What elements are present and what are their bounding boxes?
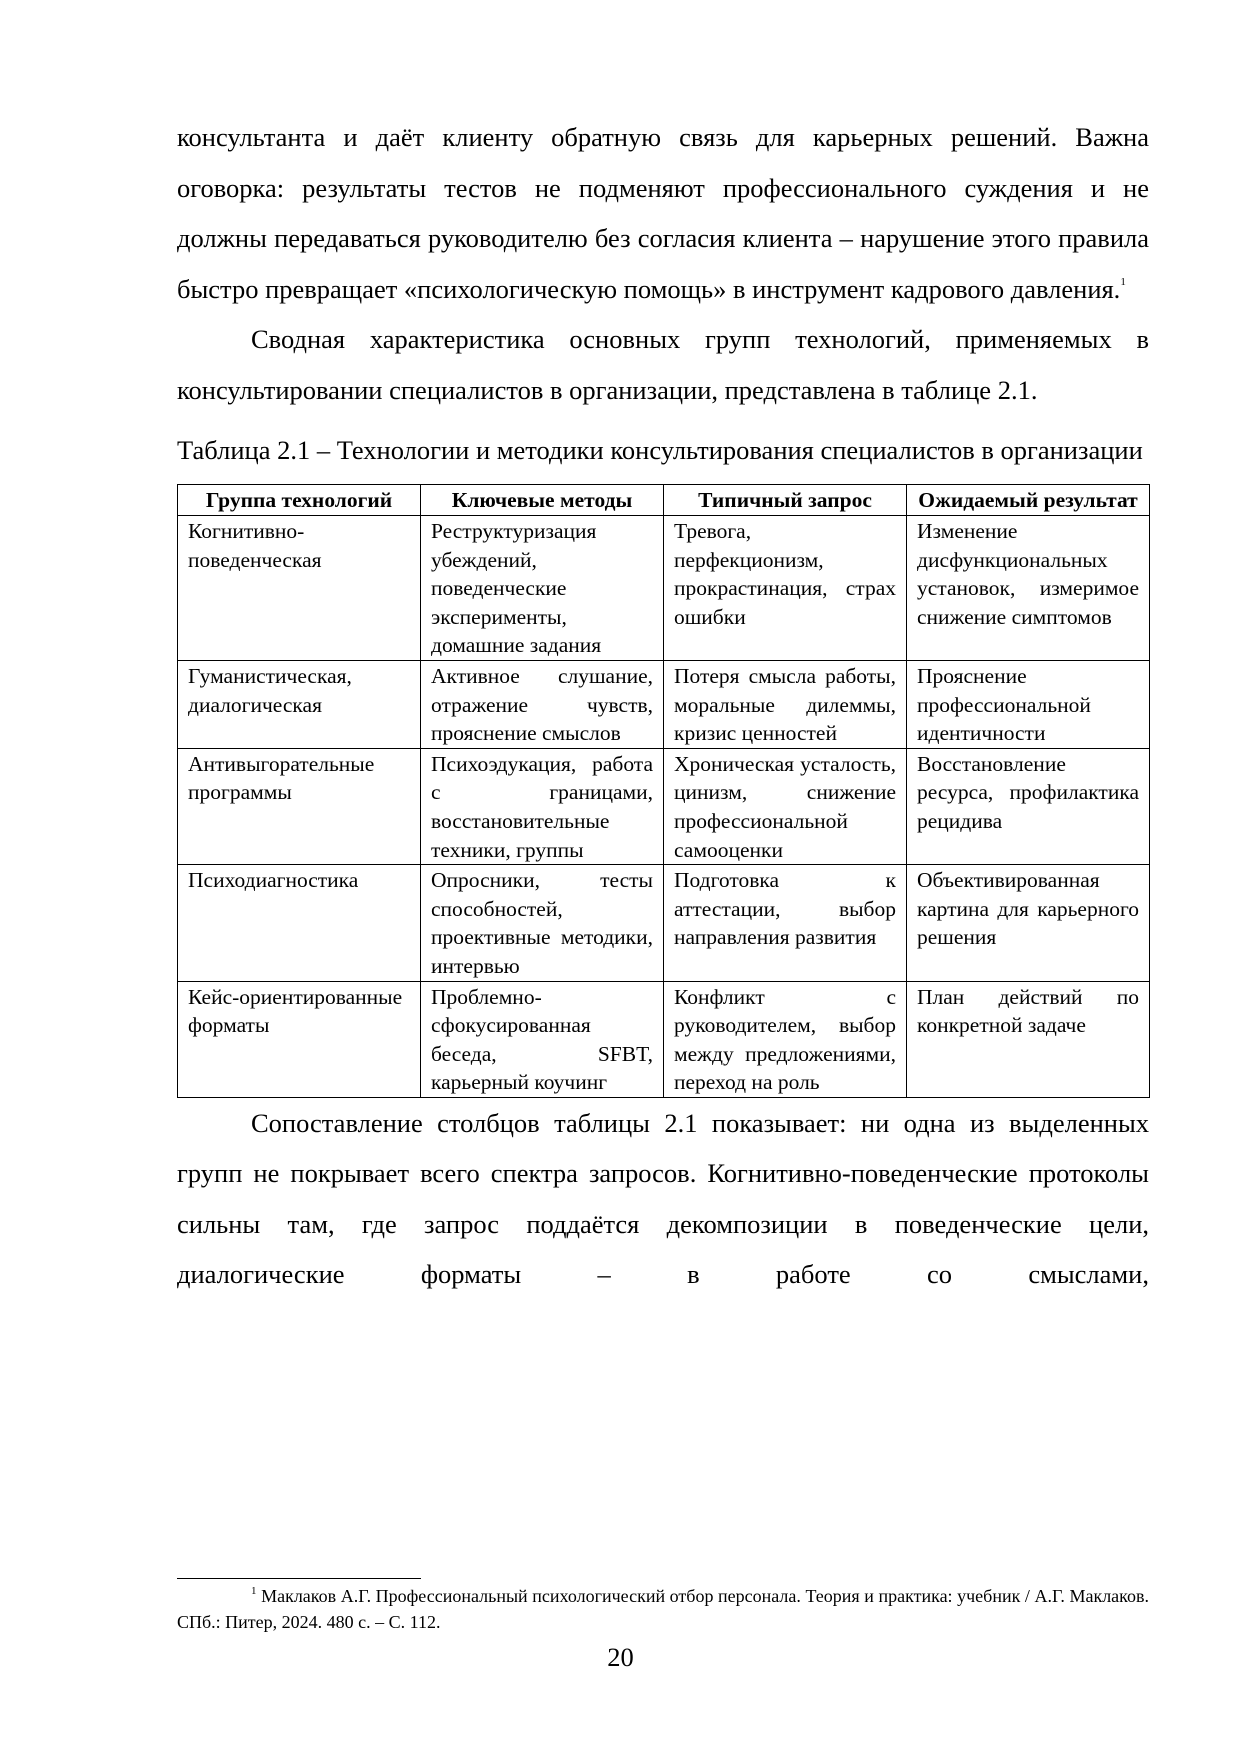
paragraph-table-analysis: Сопоставление столбцов таблицы 2.1 показывает: ни одна из выделенных групп не покрывает всего спектра запросов. Когнитивно-поведенческие протоколы сильны там, где запрос поддаётся декомпозиции в поведенческие цели, диалогические форматы – в работе со смыслами, — [177, 1107, 1149, 1290]
table-cell: Объективированная картина для карьерного решения — [907, 865, 1150, 981]
table-row — [178, 516, 1150, 661]
table-cell: Изменение дисфункциональных установок, измеримое снижение симптомов — [907, 516, 1150, 661]
table-cell: Прояснение профессиональной идентичности — [907, 661, 1150, 749]
column-header: Типичный запрос — [664, 484, 907, 516]
table-row — [178, 661, 1150, 749]
table-cell: Когнитивно-поведенческая — [178, 516, 421, 661]
table-cell: Психодиагностика — [178, 865, 421, 981]
footnote-text: Маклаков А.Г. Профессиональный психологический отбор персонала. Теория и практика: учебник / А.Г. Маклаков. СПб.: Питер, 2024. 480 с. – С. 112. — [177, 1586, 1149, 1632]
footnote-number: 1 — [251, 1585, 257, 1597]
paragraph-table-intro: Сводная характеристика основных групп технологий, применяемых в консультировании специалистов в организации, представлена в таблице 2.1. — [177, 324, 1149, 405]
table-cell: Потеря смысла работы, моральные дилеммы, кризис ценностей — [664, 661, 907, 749]
table-caption: Таблица 2.1 – Технологии и методики консультирования специалистов в организации — [177, 435, 1143, 465]
table-cell: План действий по конкретной задаче — [907, 981, 1150, 1097]
column-header: Группа технологий — [178, 484, 421, 516]
table-header-row — [178, 484, 1150, 516]
table-cell: Конфликт с руководителем, выбор между предложениями, переход на роль — [664, 981, 907, 1097]
table-cell: Хроническая усталость, цинизм, снижение профессиональной самооценки — [664, 748, 907, 864]
table-cell: Восстановление ресурса, профилактика рецидива — [907, 748, 1150, 864]
column-header: Ожидаемый результат — [907, 484, 1150, 516]
table-cell: Тревога, перфекционизм, прокрастинация, страх ошибки — [664, 516, 907, 661]
table-row — [178, 981, 1150, 1097]
table-cell: Подготовка к аттестации, выбор направления развития — [664, 865, 907, 981]
column-header: Ключевые методы — [421, 484, 664, 516]
table-cell: Проблемно-сфокусированная беседа, SFBT, карьерный коучинг — [421, 981, 664, 1097]
table-row — [178, 865, 1150, 981]
table-cell: Кейс-ориентированные форматы — [178, 981, 421, 1097]
table-cell: Реструктуризация убеждений, поведенческие эксперименты, домашние задания — [421, 516, 664, 661]
footnote-reference: 1 — [1120, 275, 1126, 288]
table-cell: Гуманистическая, диалогическая — [178, 661, 421, 749]
table-cell: Антивыгорательные программы — [178, 748, 421, 864]
page-number: 20 — [607, 1642, 634, 1672]
table-row — [178, 748, 1150, 864]
footnote-separator — [177, 1578, 421, 1579]
table-cell: Активное слушание, отражение чувств, прояснение смыслов — [421, 661, 664, 749]
document-body — [177, 112, 1149, 1300]
table-cell: Психоэдукация, работа с границами, восстановительные техники, группы — [421, 748, 664, 864]
paragraph-continuation — [177, 112, 1149, 314]
footnote — [177, 1583, 1149, 1635]
paragraph-text: консультанта и даёт клиенту обратную связь для карьерных решений. Важна оговорка: результаты тестов не подменяют профессионального суждения и не должны передаваться руководителю без согласия клиента – нарушение этого правила быстро превращает «психологическую помощь» в инструмент кадрового давления. — [177, 122, 1149, 304]
technologies-table — [177, 484, 1150, 1098]
table-cell: Опросники, тесты способностей, проективные методики, интервью — [421, 865, 664, 981]
